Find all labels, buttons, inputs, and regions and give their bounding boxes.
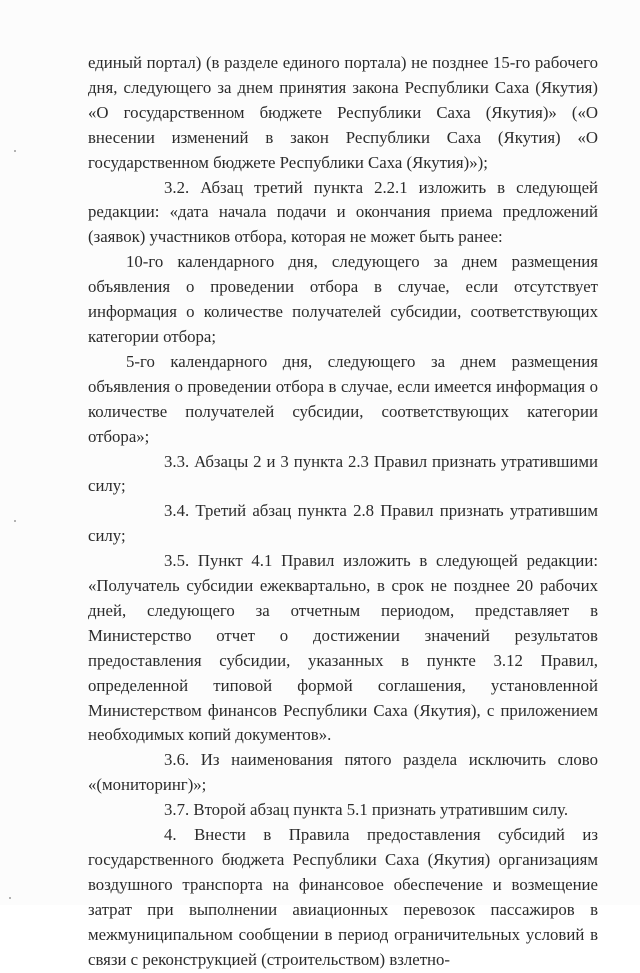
paragraph-intro xyxy=(88,51,598,176)
paragraph-3-3 xyxy=(88,450,598,500)
paragraph-3-5 xyxy=(88,549,598,748)
paragraph-text: 5-го календарного дня, следующего за днем размещения объявления о проведении отбора в случае, если имеется информация о количестве получателей субсидии, соответствующих категории отбора»; xyxy=(88,351,598,446)
paragraph-3-2 xyxy=(88,176,598,251)
paragraph-text: Внести в Правила предоставления субсидий из государственного бюджета Республики Саха (Якутия) организациям воздушного транспорта на финансовое обеспечение и возмещение затрат при выполнении авиационных перевозок пассажиров в межмуниципальном сообщении в период ограничительных условий в связи с реконструкцией (строительством) взлетно- xyxy=(88,825,598,969)
scan-speck xyxy=(9,897,11,899)
paragraph-text: 10-го календарного дня, следующего за днем размещения объявления о проведении отбора в случае, если отсутствует информация о количестве получателей субсидии, соответствующих категории отбора; xyxy=(88,252,598,346)
paragraph-10-day xyxy=(88,250,598,350)
paragraph-number: 3.5. xyxy=(164,551,190,571)
paragraph-text: Третий абзац пункта 2.8 Правил признать утратившим силу; xyxy=(88,501,598,546)
paragraph-number: 3.6. xyxy=(164,750,190,770)
document-body xyxy=(88,51,598,973)
paragraph-4 xyxy=(88,823,598,972)
paragraph-number: 3.7. xyxy=(164,800,190,820)
paragraph-text: Абзацы 2 и 3 пункта 2.3 Правил признать утратившими силу; xyxy=(88,451,598,496)
paragraph-5-day xyxy=(88,350,598,450)
paragraph-number: 4. xyxy=(164,825,177,845)
paragraph-number: 3.3. xyxy=(164,451,190,471)
paragraph-3-4 xyxy=(88,499,598,549)
paragraph-3-6 xyxy=(88,748,598,798)
scan-speck xyxy=(14,520,16,522)
paragraph-text: Пункт 4.1 Правил изложить в следующей редакции: «Получатель субсидии ежеквартально, в срок не позднее 20 рабочих дней, следующего за отчетным периодом, представляет в Министерство отчет о достижении значений результатов предоставления субсидии, указанных в пункте 3.12 Правил, определенной типовой формой соглашения, установленной Министерством финансов Республики Саха (Якутия), с приложением необходимых копий документов». xyxy=(88,551,598,745)
paragraph-3-7 xyxy=(88,798,598,823)
paragraph-number: 3.4. xyxy=(164,501,190,521)
paragraph-text: единый портал) (в разделе единого портала) не позднее 15-го рабочего дня, следующего за днем принятия закона Республики Саха (Якутия) «О государственном бюджете Республики Саха (Якутия)» («О внесении изменений в закон Республики Саха (Якутия) «О государственном бюджете Республики Саха (Якутия)»); xyxy=(88,53,598,172)
paragraph-number: 3.2. xyxy=(164,177,190,197)
paragraph-text: Из наименования пятого раздела исключить слово «(мониторинг)»; xyxy=(88,750,599,795)
paragraph-text: Второй абзац пункта 5.1 признать утратившим силу. xyxy=(193,800,569,820)
scan-speck xyxy=(14,150,16,152)
paragraph-text: Абзац третий пункта 2.2.1 изложить в следующей редакции: «дата начала подачи и окончания приема предложений (заявок) участников отбора, которая не может быть ранее: xyxy=(88,177,598,247)
